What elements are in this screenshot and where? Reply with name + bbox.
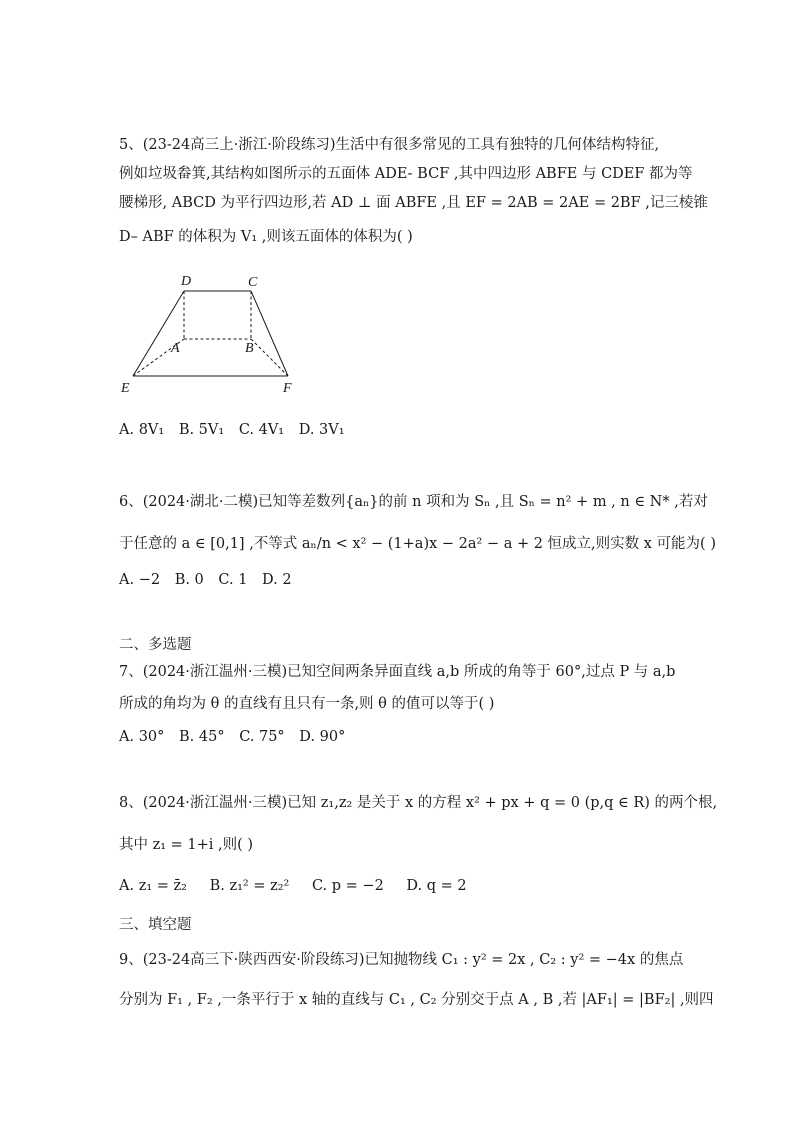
q8-option-c[interactable]: C. p = −2 <box>311 878 384 894</box>
q7-option-b[interactable]: B. 45° <box>179 729 225 745</box>
pentahedron-figure <box>115 268 305 398</box>
label-A: A <box>171 341 180 356</box>
q6-line-1: 6、(2024·湖北·二模)已知等差数列{aₙ}的前 n 项和为 Sₙ ,且 Sₙ = n² + m , n ∈ N* ,若对 <box>119 494 708 510</box>
q5-line-3: 腰梯形, ABCD 为平行四边形,若 AD ⊥ 面 ABFE ,且 EF = 2AB = 2AE = 2BF ,记三棱锥 <box>119 195 708 211</box>
q9-line-1: 9、(23-24高三下·陕西西安·阶段练习)已知抛物线 C₁ : y² = 2x , C₂ : y² = −4x 的焦点 <box>119 952 684 968</box>
q5-line-4: D– ABF 的体积为 V₁ ,则该五面体的体积为( ) <box>119 229 413 245</box>
edge-CF <box>251 291 288 376</box>
q6-option-b[interactable]: B. 0 <box>174 572 204 588</box>
q8-option-b[interactable]: B. z₁² = z₂² <box>209 878 290 894</box>
q6-option-a[interactable]: A. −2 <box>119 572 161 588</box>
q5-line-1: 5、(23-24高三上·浙江·阶段练习)生活中有很多常见的工具有独特的几何体结构特征, <box>119 137 660 153</box>
q7-option-c[interactable]: C. 75° <box>239 729 285 745</box>
q6-options <box>119 570 302 590</box>
label-B: B <box>245 341 254 356</box>
q6-option-d[interactable]: D. 2 <box>262 572 292 588</box>
q8-line-1: 8、(2024·浙江温州·三模)已知 z₁,z₂ 是关于 x 的方程 x² + px + q = 0 (p,q ∈ R) 的两个根, <box>119 795 718 811</box>
q5-option-b[interactable]: B. 5V₁ <box>178 422 225 438</box>
q5-option-d[interactable]: D. 3V₁ <box>298 422 345 438</box>
q9-line-2: 分别为 F₁ , F₂ ,一条平行于 x 轴的直线与 C₁ , C₂ 分别交于点 A , B ,若 |AF₁| = |BF₂| ,则四 <box>119 992 714 1008</box>
q8-options <box>119 876 477 896</box>
q7-options <box>119 727 355 747</box>
label-C: C <box>248 275 258 290</box>
q7-option-a[interactable]: A. 30° <box>119 729 165 745</box>
q5-option-c[interactable]: C. 4V₁ <box>238 422 285 438</box>
q8-line-2: 其中 z₁ = 1+i ,则( ) <box>119 837 254 853</box>
q5-line-2: 例如垃圾畚箕,其结构如图所示的五面体 ADE- BCF ,其中四边形 ABFE 与 CDEF 都为等 <box>119 166 693 182</box>
label-E: E <box>121 381 130 396</box>
q6-line-2: 于任意的 a ∈ [0,1] ,不等式 aₙ/n < x² − (1+a)x − 2a² − a + 2 恒成立,则实数 x 可能为( ) <box>119 536 716 552</box>
q5-options <box>119 420 355 440</box>
q6-option-c[interactable]: C. 1 <box>218 572 248 588</box>
q7-option-d[interactable]: D. 90° <box>299 729 346 745</box>
q8-option-d[interactable]: D. q = 2 <box>406 878 467 894</box>
label-D: D <box>181 274 192 289</box>
section-title-multiple-choice: 二、多选题 <box>119 637 192 653</box>
q5-option-a[interactable]: A. 8V₁ <box>119 422 165 438</box>
q7-line-1: 7、(2024·浙江温州·三模)已知空间两条异面直线 a,b 所成的角等于 60°,过点 P 与 a,b <box>119 664 676 680</box>
q7-line-2: 所成的角均为 θ 的直线有且只有一条,则 θ 的值可以等于( ) <box>119 696 495 712</box>
edge-ED <box>133 291 184 376</box>
label-F: F <box>283 381 292 396</box>
edge-BF <box>251 339 288 376</box>
q8-option-a[interactable]: A. z₁ = z̄₂ <box>119 878 187 894</box>
section-title-fill-in: 三、填空题 <box>119 917 192 933</box>
